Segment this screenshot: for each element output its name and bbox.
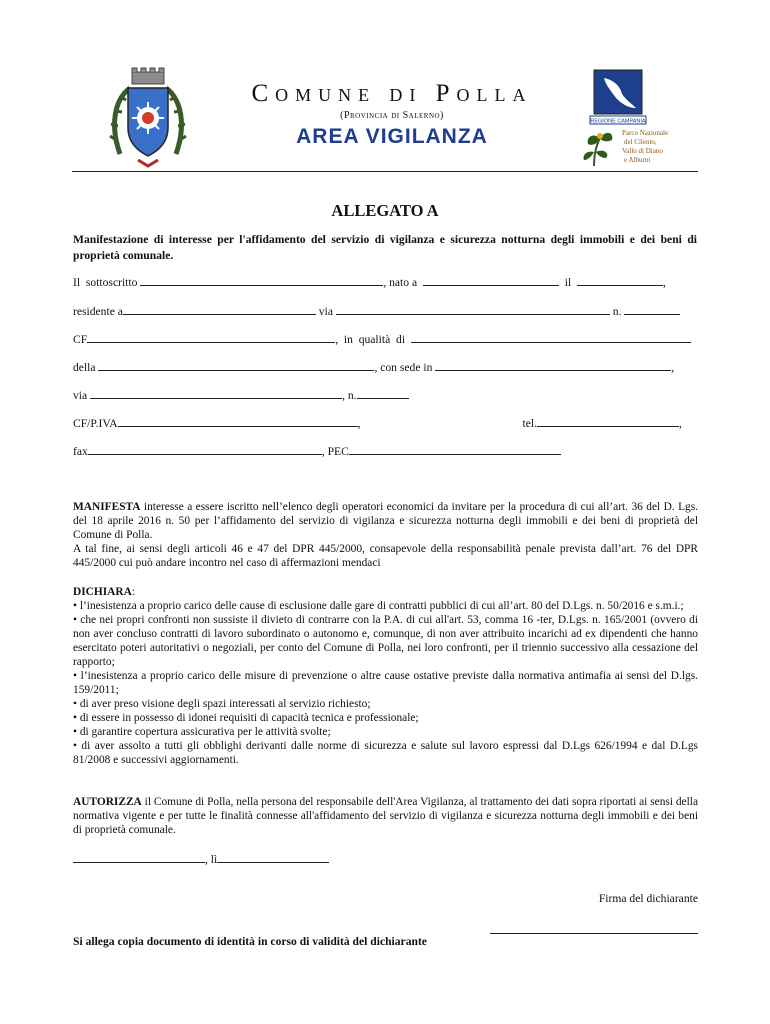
codice-fiscale-field[interactable] <box>87 333 335 343</box>
park-logo-line-1: Parco Nazionale <box>622 129 669 137</box>
regione-campania-logo-icon <box>588 68 648 126</box>
residence-field[interactable] <box>123 305 316 315</box>
form-line-piva <box>73 417 698 430</box>
form-line-ditta <box>73 361 698 374</box>
manifesta-label: MANIFESTA <box>73 501 141 513</box>
dichiara-item: • di garantire copertura assicurativa per le attività svolte; <box>73 726 331 738</box>
field-label: , con sede in <box>374 361 433 374</box>
autorizza-label: AUTORIZZA <box>73 796 142 808</box>
form-line-via <box>73 389 698 402</box>
attachment-note: Si allega copia documento di identità in corso di validità del dichiarante <box>73 935 427 948</box>
pec-field[interactable] <box>349 445 561 455</box>
dichiara-item: • di aver assolto a tutti gli obblighi derivanti dalle norme di sicurezza e salute sul lavoro espressi dal D.Lgs 626/1994 e dal D.Lgs 81/2008 e successivi aggiornamenti. <box>73 740 698 766</box>
field-label: , <box>671 361 675 374</box>
field-label: della <box>73 361 96 374</box>
place-date-line <box>73 853 698 866</box>
field-label: , <box>357 417 361 430</box>
park-logo-line-4: e Alburni <box>624 156 651 164</box>
dichiara-label: DICHIARA <box>73 586 132 598</box>
form-line-residenza <box>73 305 698 318</box>
manifesta-text: interesse a essere iscritto nell’elenco degli operatori economici da invitare per la procedura di cui all’art. 36 del D. Lgs. del 18 aprile 2016 n. 50 per l’affidamento del servizio di vigilanza e sicurezza notturna degli immobili e dei beni di proprietà del Comune di Polla. <box>73 501 698 541</box>
dichiara-item: • l’inesistenza a proprio carico delle cause di esclusione dalle gare di contratti pubblici di cui all’art. 80 del D.Lgs. n. 50/2016 e s.m.i.; <box>73 600 684 612</box>
field-label: CF/P.IVA <box>73 417 118 430</box>
field-label: , <box>662 276 666 289</box>
field-label: , nato a <box>383 276 418 289</box>
name-field[interactable] <box>140 276 383 286</box>
field-label: Il sottoscritto <box>73 276 138 289</box>
street-field[interactable] <box>336 305 610 315</box>
field-label: , <box>678 417 682 430</box>
place-date-sep: , lì <box>205 853 218 866</box>
field-label: n. <box>612 305 622 318</box>
regione-campania-logo-text: REGIONE CAMPANIA <box>590 118 646 125</box>
park-logo-line-3: Vallo di Diano <box>622 147 663 155</box>
header-divider <box>72 171 698 172</box>
company-field[interactable] <box>98 361 374 371</box>
document-subject: Manifestazione di interesse per l'affidamento del servizio di vigilanza e sicurezza notturna degli immobili e dei beni di proprietà comunale. <box>73 233 697 262</box>
company-street-number-field[interactable] <box>357 389 409 399</box>
role-field[interactable] <box>411 333 691 343</box>
autorizza-text: il Comune di Polla, nella persona del responsabile dell'Area Vigilanza, al trattamento dei dati sopra riportati ai sensi della normativa vigente e per tutte le finalità connesse all'affidamento del servizio di vigilanza e sicurezza notturna degli immobili e dei beni di proprietà comunale. <box>73 796 698 836</box>
field-label: , in qualità di <box>335 333 406 346</box>
field-label: , n. <box>342 389 357 402</box>
fax-field[interactable] <box>88 445 322 455</box>
dichiara-section <box>73 585 698 767</box>
field-label: il <box>564 276 572 289</box>
street-number-field[interactable] <box>624 305 680 315</box>
form-line-cf <box>73 333 698 346</box>
manifesta-text-2: A tal fine, ai sensi degli articoli 46 e 47 del DPR 445/2000, consapevole della responsabilità penale prevista dall’art. 76 del DPR 445/2000 cui può andare incontro nel caso di affermazioni mendaci <box>73 543 698 569</box>
document-header <box>72 62 698 172</box>
park-logo-line-2: del Cilento, <box>624 138 657 146</box>
autorizza-section <box>73 795 698 837</box>
form-line-fax <box>73 445 698 458</box>
dichiara-item: • che nei propri confronti non sussiste il divieto di contrarre con la P.A. di cui all'art. 53, comma 16 -ter, D.Lgs. n. 165/2001 (ovvero di non aver concluso contratti di lavoro subordinato o autonomo e, comunque, di non aver attribuito incarichi ad ex dipendenti che hanno esercitato poteri autoritativi o negoziali, per conto del Comune di Polla, nei loro confronti, per il triennio successivo alla cessazione del rapporto; <box>73 614 698 668</box>
comune-crest-icon <box>108 66 188 170</box>
field-label: via <box>73 389 88 402</box>
phone-field[interactable] <box>537 417 679 427</box>
company-seat-field[interactable] <box>435 361 671 371</box>
field-label: CF <box>73 333 88 346</box>
birthplace-field[interactable] <box>423 276 559 286</box>
field-label: fax <box>73 445 88 458</box>
field-label: , PEC <box>321 445 349 458</box>
provincia-subtitle: (Provincia di Salerno) <box>340 110 444 121</box>
dichiara-item: • di essere in possesso di idonei requisiti di capacità tecnica e professionale; <box>73 712 419 724</box>
dichiara-item: • di aver preso visione degli spazi interessati al servizio richiesto; <box>73 698 371 710</box>
document-title: ALLEGATO A <box>331 201 439 220</box>
birthdate-field[interactable] <box>577 276 663 286</box>
dichiara-colon: : <box>131 586 136 598</box>
area-title: AREA VIGILANZA <box>296 125 488 148</box>
field-label: residente a <box>73 305 123 318</box>
place-field[interactable] <box>73 853 205 863</box>
form-line-sottoscritto <box>73 276 698 289</box>
company-street-field[interactable] <box>90 389 342 399</box>
piva-field[interactable] <box>118 417 358 427</box>
date-field[interactable] <box>217 853 329 863</box>
field-label: tel. <box>522 417 537 430</box>
manifesta-section <box>73 500 698 570</box>
dichiara-item: • l’inesistenza a proprio carico delle misure di prevenzione o altre cause ostative previste dalla normativa antimafia ai sensi del D.lgs. 159/2011; <box>73 670 698 696</box>
comune-title: Comune di Polla <box>251 80 533 107</box>
parco-nazionale-logo-icon <box>580 126 690 170</box>
field-label: via <box>318 305 333 318</box>
signature-field[interactable] <box>490 933 698 934</box>
signature-label: Firma del dichiarante <box>598 892 698 905</box>
